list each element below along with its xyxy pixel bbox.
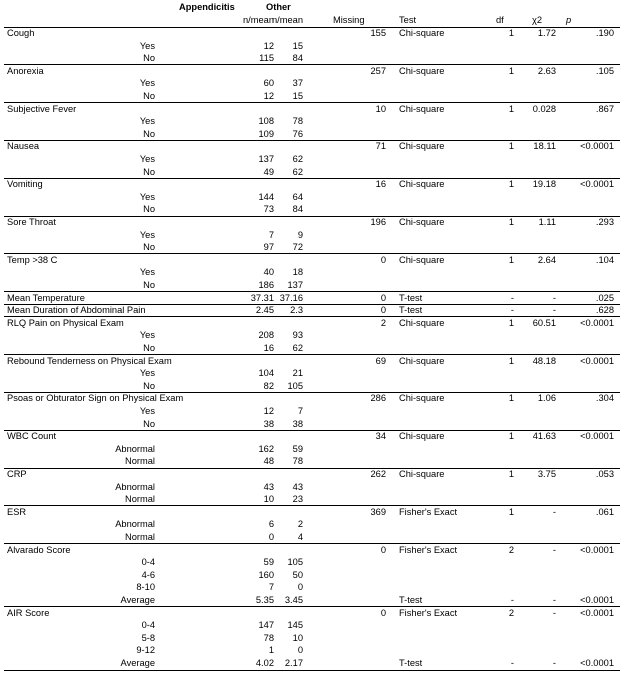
missing-value: 369: [370, 506, 386, 517]
missing-value: 0: [380, 305, 386, 316]
chi2-value: 18.11: [533, 141, 556, 152]
table-row: [0, 468, 626, 481]
table-row: [0, 115, 626, 128]
table-row: [0, 140, 626, 153]
appendicitis-value: 4.02: [255, 658, 274, 668]
appendicitis-value: 2.45: [255, 305, 274, 316]
chi2-value: 1.11: [538, 217, 556, 227]
df-value: 2: [508, 607, 514, 618]
other-value: 84: [292, 53, 303, 64]
appendicitis-value: 160: [258, 569, 274, 580]
appendicitis-value: 12: [263, 91, 274, 101]
chi2-value: -: [552, 506, 556, 517]
table-row: [0, 216, 626, 229]
p-value: <0.0001: [580, 355, 614, 366]
sub-label: 0-4: [141, 557, 155, 568]
missing-value: 0: [380, 607, 386, 618]
sub-label: No: [143, 91, 155, 101]
table-row: [0, 418, 626, 431]
chi2-value: -: [552, 607, 556, 618]
table-row: [0, 229, 626, 242]
sub-label: Normal: [125, 494, 155, 505]
sub-label: Yes: [139, 78, 155, 89]
sub-label: Yes: [139, 40, 155, 51]
appendicitis-value: 97: [263, 242, 274, 253]
table-row: [0, 380, 626, 393]
test-name: Chi-square: [399, 254, 445, 265]
other-value: 78: [292, 456, 303, 467]
p-value: <0.0001: [580, 141, 614, 152]
variable-label: Alvarado Score: [7, 544, 71, 555]
test-name: Fisher's Exact: [399, 607, 458, 618]
sub-label: Yes: [139, 116, 155, 127]
chi2-value: 1.06: [537, 393, 556, 404]
other-value: 105: [287, 557, 303, 568]
other-value: 145: [287, 620, 303, 631]
sub-label: Yes: [139, 267, 155, 278]
other-value: 137: [287, 280, 303, 290]
other-value: 50: [292, 569, 303, 580]
df-value: 1: [508, 393, 514, 404]
missing-value: 34: [375, 431, 386, 442]
chi2-value: 41.63: [532, 431, 556, 442]
other-value: 0: [297, 582, 303, 593]
test-name: Chi-square: [399, 431, 445, 442]
test-name: Chi-square: [399, 317, 445, 328]
appendicitis-value: 37.31: [250, 292, 274, 303]
appendicitis-value: 162: [258, 443, 274, 454]
table-row: [0, 544, 626, 557]
appendicitis-value: 59: [263, 557, 274, 568]
missing-value: 2: [380, 317, 386, 328]
test-name: Chi-square: [399, 393, 445, 404]
df-value: 1: [508, 217, 514, 227]
table-row: [0, 166, 626, 179]
appendicitis-value: 12: [263, 406, 274, 416]
sub-label: No: [143, 242, 155, 253]
p-value: <0.0001: [580, 595, 614, 605]
sub-label: No: [143, 53, 155, 64]
header-missing: Missing: [333, 15, 365, 25]
other-value: 37: [292, 78, 303, 89]
table-row: [0, 40, 626, 53]
appendicitis-value: 144: [258, 191, 274, 202]
variable-label: Mean Duration of Abdominal Pain: [7, 305, 146, 316]
appendicitis-value: 7: [268, 229, 274, 240]
table-row: [0, 279, 626, 292]
variable-label: RLQ Pain on Physical Exam: [7, 317, 124, 328]
p-value: .293: [595, 217, 614, 227]
header-other-sub: n/mean: [271, 15, 303, 25]
header-test: Test: [399, 15, 417, 25]
test-name: T-test: [399, 658, 423, 668]
header-other: Other: [266, 2, 291, 12]
appendicitis-value: 104: [258, 368, 274, 379]
appendicitis-value: 109: [258, 128, 274, 139]
variable-label: Subjective Fever: [7, 103, 77, 114]
table-row: [0, 52, 626, 65]
chi2-value: 2.64: [537, 254, 556, 265]
p-value: .053: [595, 469, 614, 479]
chi2-value: 48.18: [532, 355, 556, 366]
p-value: <0.0001: [580, 658, 614, 668]
missing-value: 69: [375, 355, 386, 366]
appendicitis-value: 82: [263, 380, 274, 391]
df-value: -: [510, 292, 514, 303]
other-value: 72: [292, 242, 303, 253]
p-value: <0.0001: [580, 607, 614, 618]
sub-label: Yes: [139, 406, 155, 416]
p-value: .628: [595, 305, 614, 316]
variable-label: Psoas or Obturator Sign on Physical Exam: [7, 393, 184, 404]
chi2-value: -: [552, 595, 556, 605]
sub-label: 8-10: [136, 582, 155, 593]
other-value: 3.45: [284, 595, 303, 605]
p-value: .190: [595, 28, 614, 38]
chi2-value: -: [552, 305, 556, 316]
missing-value: 0: [380, 292, 386, 303]
missing-value: 257: [370, 65, 386, 76]
df-value: -: [510, 305, 514, 316]
table-row: [0, 430, 626, 443]
table-row: [0, 355, 626, 368]
variable-label: Temp >38 C: [7, 254, 58, 265]
other-value: 59: [292, 443, 303, 454]
df-value: 1: [508, 355, 514, 366]
table-row: [0, 405, 626, 418]
table-row: [0, 241, 626, 254]
missing-value: 10: [375, 103, 386, 114]
sub-label: Abnormal: [115, 443, 155, 454]
table-row: [0, 304, 626, 317]
variable-label: Cough: [7, 28, 35, 38]
appendicitis-value: 5.35: [255, 595, 274, 605]
sub-label: Yes: [139, 330, 155, 341]
p-value: <0.0001: [580, 317, 614, 328]
test-name: Chi-square: [399, 179, 445, 190]
p-value: .061: [595, 506, 614, 517]
df-value: 1: [508, 317, 514, 328]
table-row: [0, 367, 626, 380]
sub-label: No: [143, 280, 155, 290]
sub-label: Yes: [139, 368, 155, 379]
p-value: <0.0001: [580, 431, 614, 442]
missing-value: 16: [375, 179, 386, 190]
df-value: 2: [508, 544, 514, 555]
chi2-value: 1.72: [537, 28, 556, 38]
table-row: [0, 518, 626, 531]
table-row: [0, 292, 626, 305]
other-value: 37.16: [279, 292, 303, 303]
test-name: Chi-square: [399, 217, 445, 227]
appendicitis-value: 1: [268, 645, 274, 656]
missing-value: 155: [370, 28, 386, 38]
sub-label: Average: [120, 658, 155, 668]
header-appendicitis-sub: n/mean: [242, 15, 274, 25]
other-value: 9: [297, 229, 303, 240]
sub-label: No: [143, 204, 155, 215]
chi2-value: 2.63: [537, 65, 556, 76]
other-value: 21: [292, 368, 303, 379]
variable-label: WBC Count: [7, 431, 57, 442]
table-row: [0, 569, 626, 582]
appendicitis-value: 49: [263, 166, 274, 177]
table-row: [0, 90, 626, 103]
table-row: [0, 506, 626, 519]
variable-label: Rebound Tenderness on Physical Exam: [7, 355, 172, 366]
appendicitis-value: 60: [263, 78, 274, 89]
variable-label: AIR Score: [7, 607, 50, 618]
df-value: 1: [508, 431, 514, 442]
sub-label: Average: [120, 595, 155, 605]
table-row: [0, 103, 626, 116]
p-value: .104: [595, 254, 614, 265]
sub-label: 9-12: [136, 645, 155, 656]
other-value: 38: [292, 418, 303, 429]
test-name: T-test: [399, 292, 423, 303]
sub-label: No: [143, 343, 155, 353]
df-value: 1: [508, 506, 514, 517]
other-value: 15: [292, 91, 303, 101]
other-value: 62: [292, 154, 303, 164]
other-value: 76: [292, 128, 303, 139]
sub-label: Yes: [139, 229, 155, 240]
sub-label: Normal: [125, 456, 155, 467]
table-row: [0, 531, 626, 544]
test-name: Chi-square: [399, 469, 445, 479]
appendicitis-value: 6: [268, 519, 274, 530]
table-bottom-border: [4, 670, 620, 671]
appendicitis-value: 73: [263, 204, 274, 215]
table-row: [0, 657, 626, 670]
table-row: [0, 27, 626, 40]
table-row: [0, 329, 626, 342]
appendicitis-value: 10: [263, 494, 274, 505]
variable-label: Sore Throat: [7, 217, 56, 227]
sub-label: Yes: [139, 154, 155, 164]
table-row: [0, 203, 626, 216]
test-name: T-test: [399, 305, 423, 316]
df-value: 1: [508, 469, 514, 479]
table-row: [0, 493, 626, 506]
other-value: 105: [287, 380, 303, 391]
chi2-value: 19.18: [532, 179, 556, 190]
appendicitis-value: 0: [268, 532, 274, 542]
appendicitis-value: 115: [259, 53, 274, 64]
other-value: 0: [297, 645, 303, 656]
appendicitis-value: 43: [263, 481, 274, 492]
other-value: 62: [292, 343, 303, 353]
variable-label: CRP: [7, 469, 27, 479]
variable-label: Nausea: [7, 141, 40, 152]
appendicitis-value: 78: [263, 632, 274, 643]
df-value: 1: [508, 65, 514, 76]
appendicitis-value: 108: [258, 116, 274, 127]
other-value: 62: [292, 166, 303, 177]
table-row: [0, 266, 626, 279]
df-value: 1: [508, 28, 514, 38]
chi2-value: 0.028: [532, 103, 556, 114]
table-row: [0, 153, 626, 166]
header-chi2: χ2: [532, 15, 543, 25]
table-row: [0, 443, 626, 456]
header-df: df: [496, 15, 504, 25]
p-value: .867: [595, 103, 614, 114]
table-row: [0, 254, 626, 267]
p-value: <0.0001: [580, 544, 614, 555]
appendicitis-value: 147: [258, 620, 274, 631]
appendicitis-value: 7: [268, 582, 274, 593]
header-appendicitis: Appendicitis: [179, 2, 235, 12]
other-value: 64: [292, 191, 303, 202]
other-value: 84: [292, 204, 303, 215]
sub-label: No: [143, 128, 155, 139]
test-name: Chi-square: [399, 103, 445, 114]
other-value: 2: [297, 519, 303, 530]
p-value: .105: [595, 65, 614, 76]
chi2-value: -: [552, 292, 556, 303]
sub-label: Abnormal: [115, 481, 155, 492]
variable-label: Mean Temperature: [7, 292, 85, 303]
df-value: 1: [508, 179, 514, 190]
sub-label: No: [143, 380, 155, 391]
df-value: 1: [508, 141, 514, 152]
other-value: 15: [292, 40, 303, 51]
appendicitis-value: 12: [263, 40, 274, 51]
other-value: 93: [292, 330, 303, 341]
missing-value: 286: [370, 393, 386, 404]
sub-label: Abnormal: [115, 519, 155, 530]
sub-label: 4-6: [141, 569, 155, 580]
table-row: [0, 392, 626, 405]
sub-label: No: [143, 166, 155, 177]
missing-value: 71: [375, 141, 386, 152]
other-value: 2.3: [290, 305, 303, 316]
table-row: [0, 317, 626, 330]
appendicitis-value: 40: [263, 267, 274, 278]
table-row: [0, 342, 626, 355]
variable-label: Vomiting: [7, 179, 43, 190]
chi2-value: 3.75: [537, 469, 556, 479]
other-value: 2.17: [284, 658, 303, 668]
other-value: 10: [292, 632, 303, 643]
appendicitis-value: 38: [263, 418, 274, 429]
table-row: [0, 607, 626, 620]
df-value: -: [510, 658, 514, 668]
other-value: 18: [292, 267, 303, 278]
test-name: Fisher's Exact: [399, 544, 458, 555]
appendicitis-value: 137: [258, 154, 274, 164]
p-value: .025: [595, 292, 614, 303]
missing-value: 0: [380, 254, 386, 265]
sub-label: 0-4: [141, 620, 155, 631]
table-row: [0, 65, 626, 78]
header-p: p: [566, 15, 572, 25]
other-value: 23: [292, 494, 303, 505]
appendicitis-value: 48: [263, 456, 274, 467]
p-value: .304: [595, 393, 614, 404]
table-row: [0, 581, 626, 594]
appendicitis-value: 186: [258, 280, 274, 290]
test-name: Fisher's Exact: [399, 506, 458, 517]
sub-label: 5-8: [141, 632, 155, 643]
table-row: [0, 77, 626, 90]
p-value: <0.0001: [580, 179, 614, 190]
sub-label: Normal: [125, 532, 155, 542]
variable-label: Anorexia: [7, 65, 44, 76]
table-row: [0, 556, 626, 569]
test-name: Chi-square: [399, 141, 445, 152]
missing-value: 196: [370, 217, 386, 227]
table-row: [0, 594, 626, 607]
df-value: 1: [508, 103, 514, 114]
missing-value: 262: [370, 469, 386, 479]
table-row: [0, 128, 626, 141]
other-value: 43: [292, 481, 303, 492]
test-name: T-test: [399, 595, 423, 605]
table-row: [0, 455, 626, 468]
appendicitis-value: 208: [258, 330, 274, 341]
table-row: [0, 632, 626, 645]
test-name: Chi-square: [399, 65, 445, 76]
chi2-value: -: [552, 544, 556, 555]
test-name: Chi-square: [399, 355, 445, 366]
df-value: 1: [508, 254, 514, 265]
appendicitis-value: 16: [263, 343, 274, 353]
test-name: Chi-square: [399, 28, 445, 38]
chi2-value: 60.51: [532, 317, 556, 328]
chi2-value: -: [552, 658, 556, 668]
other-value: 4: [297, 532, 303, 542]
table-row: [0, 644, 626, 657]
sub-label: Yes: [139, 191, 155, 202]
sub-label: No: [143, 418, 155, 429]
missing-value: 0: [380, 544, 386, 555]
other-value: 7: [297, 406, 303, 416]
table-row: [0, 191, 626, 204]
table-row: [0, 619, 626, 632]
table-row: [0, 178, 626, 191]
df-value: -: [510, 595, 514, 605]
variable-label: ESR: [7, 506, 27, 517]
other-value: 78: [292, 116, 303, 127]
table-row: [0, 481, 626, 494]
